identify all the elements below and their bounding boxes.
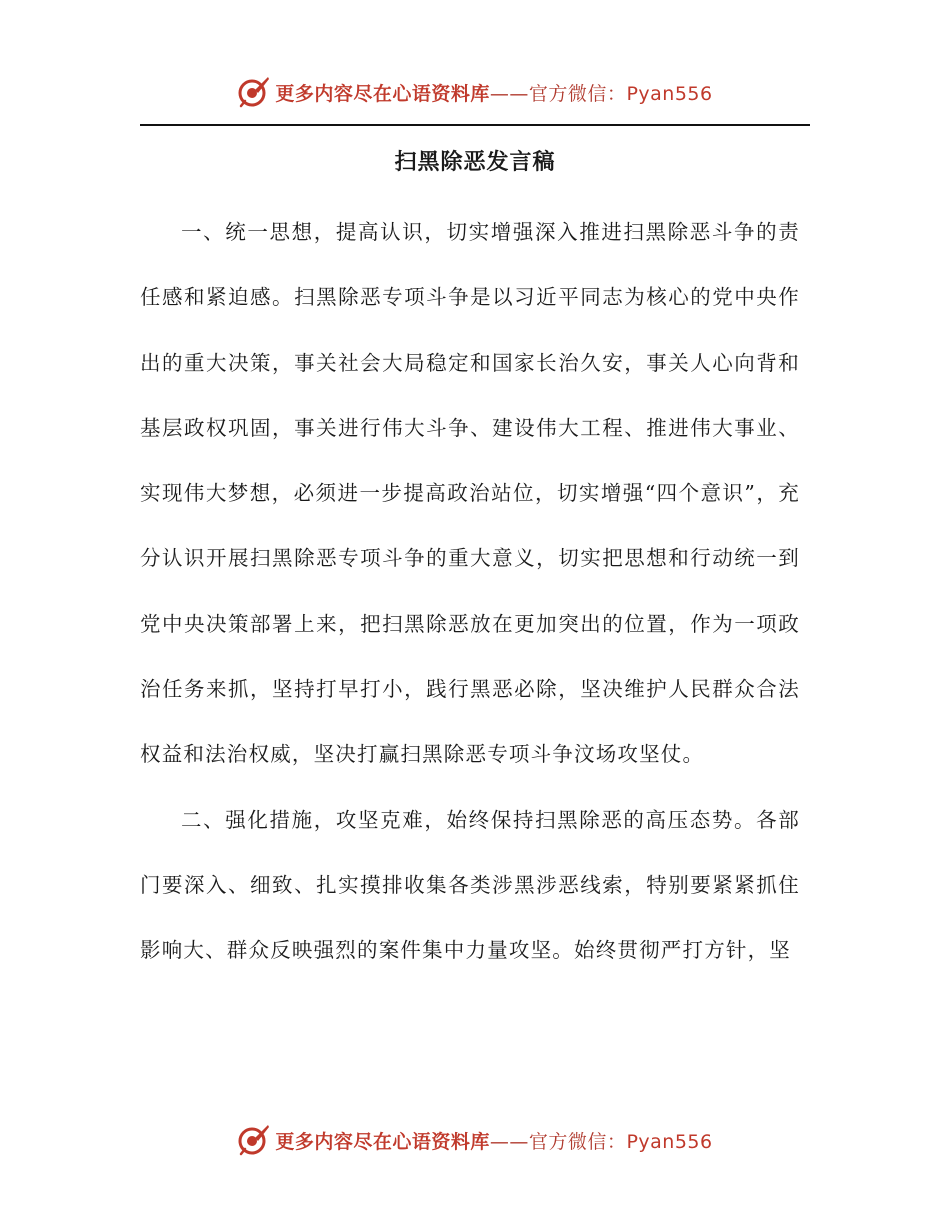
paragraph-2: 二、强化措施，攻坚克难，始终保持扫黑除恶的高压态势。各部门要深入、细致、扎实摸排收集各类涉黑涉恶线索，特别要紧紧抓住影响大、群众反映强烈的案件集中力量攻坚。始终贯彻严打方针，坚: [140, 807, 800, 963]
header-wechat-account: Pyan556: [626, 82, 713, 105]
header-banner-text: [275, 79, 712, 106]
document-body: [140, 200, 800, 984]
quill-pen-logo-icon: [237, 75, 271, 109]
header-wechat-label: 官方微信：: [528, 82, 627, 105]
footer-lead-text: 更多内容尽在心语资料库: [275, 1130, 490, 1153]
footer-banner-text: [275, 1127, 712, 1154]
footer-dash: ——: [489, 1130, 529, 1153]
quill-pen-logo-icon: [237, 1123, 271, 1157]
header-divider: [140, 124, 810, 126]
footer-banner: [0, 1118, 950, 1162]
header-lead-text: 更多内容尽在心语资料库: [275, 82, 490, 105]
header-banner: [0, 70, 950, 114]
footer-wechat-label: 官方微信：: [528, 1130, 627, 1153]
paragraph-1: 一、统一思想，提高认识，切实增强深入推进扫黑除恶斗争的责任感和紧迫感。扫黑除恶专项斗争是以习近平同志为核心的党中央作出的重大决策，事关社会大局稳定和国家长治久安，事关人心向背和基层政权巩固，事关进行伟大斗争、建设伟大工程、推进伟大事业、实现伟大梦想，必须进一步提高政治站位，切实增强“四个意识”，充分认识开展扫黑除恶专项斗争的重大意义，切实把思想和行动统一到党中央决策部署上来，把扫黑除恶放在更加突出的位置，作为一项政治任务来抓，坚持打早打小，践行黑恶必除，坚决维护人民群众合法权益和法治权威，坚决打赢扫黑除恶专项斗争汶场攻坚仗。: [140, 220, 800, 767]
header-dash: ——: [489, 82, 529, 105]
footer-wechat-account: Pyan556: [626, 1130, 713, 1153]
document-title: 扫黑除恶发言稿: [394, 149, 556, 175]
